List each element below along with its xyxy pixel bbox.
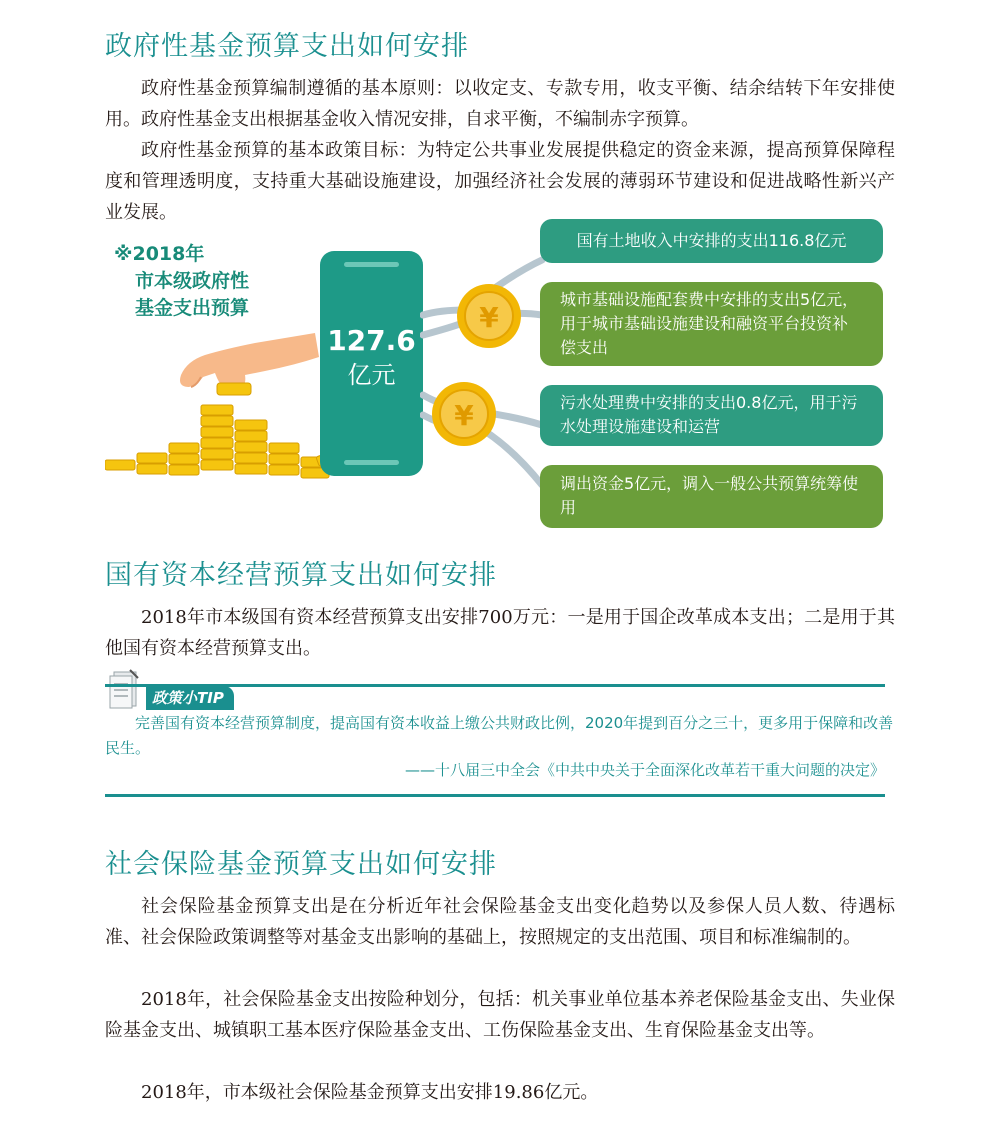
infographic-title-line3: 基金支出预算 [134, 297, 249, 319]
phone-bottom-bar [344, 460, 399, 465]
hand-coins-illustration [105, 325, 345, 480]
paragraph-social-insurance-types: 2018年，社会保险基金支出按险种划分，包括：机关事业单位基本养老保险基金支出、失业保险基金支出、城镇职工基本医疗保险基金支出、工伤保险基金支出、生育保险基金支出等。 [105, 989, 895, 1041]
infographic-title [112, 241, 272, 322]
section-heading-state-capital: 国有资本经营预算支出如何安排 [105, 560, 497, 591]
paragraph-fund-goals: 政府性基金预算的基本政策目标：为特定公共事业发展提供稳定的资金来源，提高预算保障程度和管理透明度，支持重大基础设施建设，加强经济社会发展的薄弱环节建设和促进战略性新兴产业发展。 [105, 140, 895, 223]
yuan-coin-icon [455, 282, 523, 350]
paragraph-fund-principles: 政府性基金预算编制遵循的基本原则：以收定支、专款专用，收支平衡、结余结转下年安排使用。政府性基金支出根据基金收入情况安排，自求平衡，不编制赤字预算。 [105, 78, 895, 130]
phone-top-bar [344, 262, 399, 267]
tip-bottom-rule [105, 794, 885, 797]
paragraph-state-capital: 2018年市本级国有资本经营预算支出安排700万元：一是用于国企改革成本支出；二是用于其他国有资本经营预算支出。 [105, 607, 895, 659]
infographic-title-line2: 市本级政府性 [134, 270, 249, 292]
tip-source: ——十八届三中全会《中共中央关于全面深化改革若干重大问题的决定》 [404, 761, 885, 779]
tip-text: 完善国有资本经营预算制度，提高国有资本收益上缴公共财政比例，2020年提到百分之三十，更多用于保障和改善民生。 [105, 714, 894, 757]
expense-item-land: 国有土地收入中安排的支出116.8亿元 [540, 219, 883, 263]
total-amount-phone [320, 251, 423, 476]
section-heading-social-insurance: 社会保险基金预算支出如何安排 [105, 849, 497, 880]
section-heading-government-fund: 政府性基金预算支出如何安排 [105, 31, 469, 62]
expense-item-sewage: 污水处理费中安排的支出0.8亿元，用于污水处理设施建设和运营 [540, 385, 883, 446]
total-amount-unit: 亿元 [347, 361, 396, 389]
yuan-coin-icon-2 [430, 380, 498, 448]
infographic-title-year: ※2018年 [114, 243, 205, 265]
connector-lines [420, 215, 550, 535]
total-amount-value: 127.6 [327, 324, 416, 357]
paragraph-social-insurance-total: 2018年，市本级社会保险基金预算支出安排19.86亿元。 [141, 1082, 599, 1103]
paragraph-social-insurance-basis: 社会保险基金预算支出是在分析近年社会保险基金支出变化趋势以及参保人员人数、待遇标准、社会保险政策调整等对基金支出影响的基础上，按照规定的支出范围、项目和标准编制的。 [105, 896, 895, 948]
document-icon [106, 668, 142, 710]
expense-item-transfer: 调出资金5亿元，调入一般公共预算统筹使用 [540, 465, 883, 528]
tip-label: 政策小TIP [146, 686, 234, 710]
expense-item-infrastructure: 城市基础设施配套费中安排的支出5亿元，用于城市基础设施建设和融资平台投资补偿支出 [540, 282, 883, 366]
svg-text:¥: ¥ [454, 399, 474, 432]
svg-text:¥: ¥ [479, 301, 499, 334]
